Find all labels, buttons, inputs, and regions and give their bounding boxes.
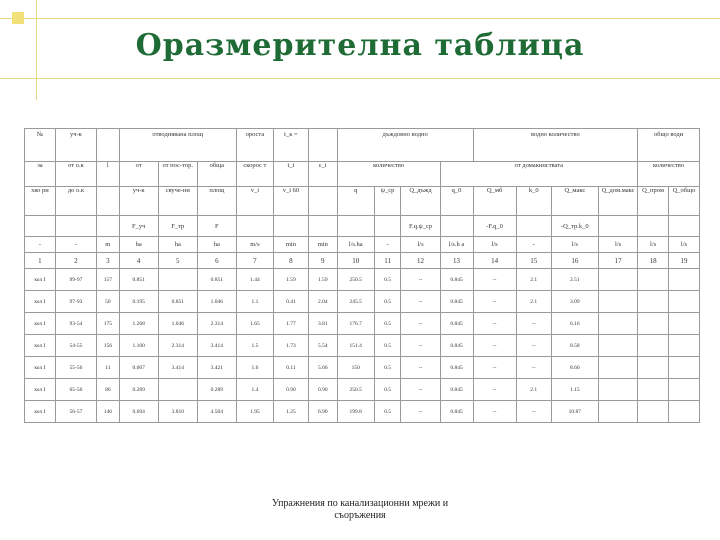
table-row-cell: 3.81 [308, 313, 337, 335]
units-row-cell: min [273, 237, 308, 253]
table-row [25, 335, 700, 357]
table-row-cell [669, 269, 700, 291]
column-number-row-cell: 7 [236, 253, 273, 269]
table-row-cell: 1.100 [119, 335, 158, 357]
column-number-row-cell: 3 [97, 253, 120, 269]
table-row-cell: -- [401, 379, 440, 401]
table-row-cell: 150 [337, 357, 374, 379]
column-number-row-cell: 18 [638, 253, 669, 269]
table-row-cell [599, 401, 638, 423]
table-row-cell: 10.87 [551, 401, 598, 423]
column-number-row-cell: 12 [401, 253, 440, 269]
table-row-cell: 0.845 [440, 401, 473, 423]
header-cell [97, 187, 120, 216]
column-number-row-cell: 10 [337, 253, 374, 269]
column-number-row-cell: 16 [551, 253, 598, 269]
units-row-cell: ha [197, 237, 236, 253]
table-row-cell: 1.268 [119, 313, 158, 335]
table-row-cell: 3.09 [551, 291, 598, 313]
table-row-cell: кол I [25, 401, 56, 423]
table-row-cell: 0.5 [374, 335, 401, 357]
footer-line-1: Упражнения по канализационни мрежи и [271, 498, 449, 509]
header-cell [273, 216, 308, 237]
header-cell [374, 216, 401, 237]
column-number-row-cell: 19 [669, 253, 700, 269]
table-row-cell: 1.73 [273, 335, 308, 357]
table-row [25, 291, 700, 313]
table-row-cell: 250.5 [337, 269, 374, 291]
header-cell: площ [197, 187, 236, 216]
header-cell: Q_макс [551, 187, 598, 216]
table-row-cell [669, 335, 700, 357]
table-row-cell [599, 379, 638, 401]
header-cell: Q_общо [669, 187, 700, 216]
header-cell: Q_дом.макс [599, 187, 638, 216]
table-row-cell: 5.54 [308, 335, 337, 357]
units-row-cell: m [97, 237, 120, 253]
table-row-cell: 151.4 [337, 335, 374, 357]
table-row-cell: -- [401, 335, 440, 357]
table-row-cell: 1.25 [273, 401, 308, 423]
table-row [25, 269, 700, 291]
header-cell: v_i 60 [273, 187, 308, 216]
header-cell: l [97, 162, 120, 187]
header-cell: количество [337, 162, 440, 187]
table-row-cell [669, 313, 700, 335]
column-number-row-cell: 15 [516, 253, 551, 269]
header-cell: q [337, 187, 374, 216]
column-number-row-cell: 4 [119, 253, 158, 269]
table-row-cell: 0.851 [119, 269, 158, 291]
header-row-4 [25, 216, 700, 237]
header-cell: k_0 [516, 187, 551, 216]
header-cell [638, 216, 669, 237]
table-row-cell: 0.851 [197, 269, 236, 291]
page-title: Оразмерителна таблица [135, 28, 585, 63]
header-cell: от пос-тор. [158, 162, 197, 187]
table-row-cell: 0.845 [440, 269, 473, 291]
table-row-cell: кол I [25, 335, 56, 357]
table-row-cell: 0.41 [273, 291, 308, 313]
table-row-cell: 0.845 [440, 335, 473, 357]
units-row-cell: l/s [638, 237, 669, 253]
table-row-cell: 1.5 [236, 335, 273, 357]
table-row-cell: 2.314 [197, 313, 236, 335]
table-row-cell: кол I [25, 313, 56, 335]
header-cell [97, 129, 120, 162]
table-row-cell: -- [473, 335, 516, 357]
corner-square [12, 12, 24, 24]
table-row-cell: -- [401, 269, 440, 291]
header-cell [308, 129, 337, 162]
table-row-cell: 0.5 [374, 291, 401, 313]
table-row-cell: 0.289 [119, 379, 158, 401]
header-cell: -F.q_0 [473, 216, 516, 237]
table-row-cell: 0.90 [273, 379, 308, 401]
column-number-row-cell: 11 [374, 253, 401, 269]
header-cell: q_0 [440, 187, 473, 216]
table-row-cell [669, 379, 700, 401]
table-row-cell: 0.90 [308, 379, 337, 401]
units-row-cell: - [374, 237, 401, 253]
header-cell: от о.к [55, 162, 96, 187]
table-row-cell: 1.44 [236, 269, 273, 291]
table-row-cell: -- [516, 401, 551, 423]
table-row-cell: 176.7 [337, 313, 374, 335]
header-cell [236, 216, 273, 237]
table-row [25, 357, 700, 379]
table-row-cell: 3.414 [158, 357, 197, 379]
table-row-cell: 3.421 [197, 357, 236, 379]
table-row-cell: 1.046 [158, 313, 197, 335]
sizing-table-container [24, 128, 700, 423]
table-row-cell: 245.5 [337, 291, 374, 313]
table-row-cell: -- [473, 379, 516, 401]
units-row [25, 237, 700, 253]
header-cell: F.q.ψ_ср [401, 216, 440, 237]
header-cell: v_i [236, 187, 273, 216]
table-row-cell: 1.6 [236, 357, 273, 379]
table-row-cell: кол I [25, 291, 56, 313]
header-cell: t_i [273, 162, 308, 187]
table-row-cell: 8.58 [551, 335, 598, 357]
frame-bottom-line [0, 78, 720, 79]
sizing-table [24, 128, 700, 423]
header-cell [25, 216, 56, 237]
units-row-cell: l/s [473, 237, 516, 253]
header-cell [337, 216, 374, 237]
table-row-cell: 0.5 [374, 401, 401, 423]
table-row-cell: 1.59 [273, 269, 308, 291]
units-row-cell: l/s [551, 237, 598, 253]
table-row [25, 313, 700, 335]
header-cell: № [25, 129, 56, 162]
header-cell: хко ри [25, 187, 56, 216]
table-row-cell: -- [401, 357, 440, 379]
header-cell: Q_мб [473, 187, 516, 216]
footer-caption [240, 498, 480, 522]
units-row-cell: ha [119, 237, 158, 253]
table-row-cell: 0.851 [158, 291, 197, 313]
table-row-cell: 1.59 [308, 269, 337, 291]
table-row-cell [638, 291, 669, 313]
table-row-cell: 0.5 [374, 357, 401, 379]
table-row-cell: 0.845 [440, 291, 473, 313]
header-cell: количество [638, 162, 700, 187]
table-row-cell: 0.5 [374, 313, 401, 335]
table-row-cell: 0.11 [273, 357, 308, 379]
column-number-row-cell: 5 [158, 253, 197, 269]
table-row-cell [158, 379, 197, 401]
header-cell: уч-к [119, 187, 158, 216]
units-row-cell: min [308, 237, 337, 253]
header-cell: t_к = [273, 129, 308, 162]
table-row-cell: 250.5 [337, 379, 374, 401]
table-row-cell: 99-97 [55, 269, 96, 291]
header-cell: ε_i [308, 162, 337, 187]
units-row-cell: l/s [401, 237, 440, 253]
header-cell: до о.к [55, 187, 96, 216]
header-cell: Q_пром [638, 187, 669, 216]
table-row-cell: 2.51 [551, 269, 598, 291]
table-row-cell: 146 [97, 401, 120, 423]
table-row [25, 379, 700, 401]
table-row-cell: 3.414 [197, 335, 236, 357]
table-row-cell [638, 379, 669, 401]
table-row-cell: 0.5 [374, 379, 401, 401]
units-row-cell: l/s.h a [440, 237, 473, 253]
header-cell: -Q_тр.k_0 [551, 216, 598, 237]
column-number-row [25, 253, 700, 269]
table-row-cell [599, 269, 638, 291]
table-row-cell: 2.1 [516, 379, 551, 401]
table-row-cell: 5.66 [308, 357, 337, 379]
units-row-cell: - [25, 237, 56, 253]
header-cell: F_уч [119, 216, 158, 237]
table-row-cell: 11 [97, 357, 120, 379]
header-cell: за [25, 162, 56, 187]
header-cell: F_тр [158, 216, 197, 237]
table-row-cell: 97-93 [55, 291, 96, 313]
units-row-cell: - [516, 237, 551, 253]
table-row-cell [638, 335, 669, 357]
table-row-cell: 1.77 [273, 313, 308, 335]
table-row-cell [669, 401, 700, 423]
table-row-cell: 0.289 [197, 379, 236, 401]
header-cell: ψ_cp [374, 187, 401, 216]
units-row-cell: ha [158, 237, 197, 253]
column-number-row-cell: 9 [308, 253, 337, 269]
table-row-cell: 175 [97, 313, 120, 335]
table-row-cell: 6.90 [308, 401, 337, 423]
header-cell [97, 216, 120, 237]
table-row-cell: 86 [97, 379, 120, 401]
table-row-cell: -- [473, 401, 516, 423]
table-row-cell: 0.007 [119, 357, 158, 379]
table-row-cell: 2.04 [308, 291, 337, 313]
column-number-row-cell: 1 [25, 253, 56, 269]
column-number-row-cell: 2 [55, 253, 96, 269]
table-row-cell: 0.195 [119, 291, 158, 313]
table-row-cell: 0.845 [440, 357, 473, 379]
units-row-cell: l/s [669, 237, 700, 253]
table-row-cell: -- [473, 269, 516, 291]
header-cell [308, 187, 337, 216]
header-cell: дъждовно водно [337, 129, 473, 162]
header-cell: от домакинствата [440, 162, 638, 187]
units-row-cell: m/s [236, 237, 273, 253]
table-row-cell: 156 [97, 335, 120, 357]
column-number-row-cell: 14 [473, 253, 516, 269]
table-row-cell [669, 357, 700, 379]
table-row-cell: 54-55 [55, 335, 96, 357]
header-cell: скорос т [236, 162, 273, 187]
header-cell: общо води [638, 129, 700, 162]
table-row-cell: -- [473, 291, 516, 313]
table-row-cell: -- [401, 291, 440, 313]
table-row-cell: 2.1 [516, 269, 551, 291]
footer-line-2: съоръжения [334, 510, 386, 521]
table-row-cell [599, 335, 638, 357]
table-row-cell: 0.845 [440, 379, 473, 401]
table-row-cell: 0.845 [440, 313, 473, 335]
column-number-row-cell: 6 [197, 253, 236, 269]
column-number-row-cell: 13 [440, 253, 473, 269]
table-row-cell: 199.8 [337, 401, 374, 423]
header-cell: ороста [236, 129, 273, 162]
table-row-cell: 1.15 [551, 379, 598, 401]
table-row-cell [669, 291, 700, 313]
header-cell: отводнявана площ [119, 129, 236, 162]
table-row-cell [638, 269, 669, 291]
units-row-cell: l/s.ha [337, 237, 374, 253]
header-cell: свуче-ни [158, 187, 197, 216]
table-row-cell: 4.504 [197, 401, 236, 423]
units-row-cell: - [55, 237, 96, 253]
table-row-cell: 2.314 [158, 335, 197, 357]
table-row-cell: 0.694 [119, 401, 158, 423]
header-cell: Q_дъжд [401, 187, 440, 216]
header-cell [599, 216, 638, 237]
table-row-cell: 6.16 [551, 313, 598, 335]
header-cell [55, 216, 96, 237]
table-row-cell [599, 357, 638, 379]
header-cell [669, 216, 700, 237]
header-cell: от [119, 162, 158, 187]
header-cell: уч-к [55, 129, 96, 162]
column-number-row-cell: 8 [273, 253, 308, 269]
table-row-cell: 50 [97, 291, 120, 313]
table-row-cell [638, 357, 669, 379]
table-row-cell: 55-56 [55, 357, 96, 379]
table-row-cell: -- [401, 313, 440, 335]
table-row-cell: 93-54 [55, 313, 96, 335]
frame-top-line [0, 18, 720, 19]
header-cell: обща [197, 162, 236, 187]
table-row-cell: 0.5 [374, 269, 401, 291]
table-row-cell: 1.65 [236, 313, 273, 335]
units-row-cell: l/s [599, 237, 638, 253]
table-row-cell: 2.1 [516, 291, 551, 313]
header-row-2 [25, 162, 700, 187]
header-row-1 [25, 129, 700, 162]
table-row-cell: кол I [25, 379, 56, 401]
table-row-cell [158, 269, 197, 291]
column-number-row-cell: 17 [599, 253, 638, 269]
table-row-cell: 3.810 [158, 401, 197, 423]
table-row-cell: 65-56 [55, 379, 96, 401]
table-row-cell: 1.046 [197, 291, 236, 313]
header-cell [440, 216, 473, 237]
header-cell: водно количество [473, 129, 638, 162]
table-row-cell: -- [473, 313, 516, 335]
table-row-cell: 1.1 [236, 291, 273, 313]
table-row-cell: -- [516, 313, 551, 335]
header-cell [516, 216, 551, 237]
table-row-cell: -- [516, 357, 551, 379]
header-row-3 [25, 187, 700, 216]
table-row [25, 401, 700, 423]
table-row-cell [599, 313, 638, 335]
table-row-cell: -- [401, 401, 440, 423]
table-row-cell [638, 313, 669, 335]
table-row-cell: 1.4 [236, 379, 273, 401]
table-row-cell [638, 401, 669, 423]
table-row-cell: 8.60 [551, 357, 598, 379]
table-row-cell: кол I [25, 269, 56, 291]
table-row-cell: кол I [25, 357, 56, 379]
table-row-cell: -- [473, 357, 516, 379]
table-row-cell: 1.95 [236, 401, 273, 423]
header-cell: F [197, 216, 236, 237]
table-row-cell: 56-57 [55, 401, 96, 423]
table-row-cell: -- [516, 335, 551, 357]
header-cell [308, 216, 337, 237]
table-row-cell [599, 291, 638, 313]
table-row-cell: 157 [97, 269, 120, 291]
